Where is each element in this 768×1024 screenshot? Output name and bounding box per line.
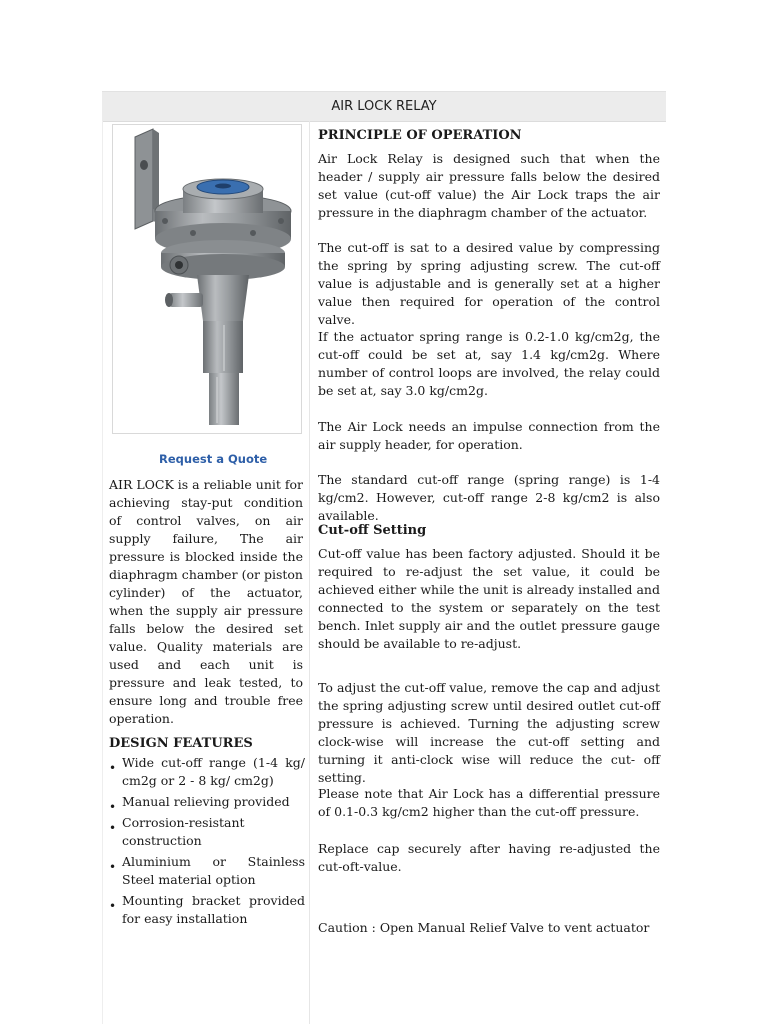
caution-note: Caution : Open Manual Relief Valve to vent actuator — [318, 920, 650, 935]
list-item — [109, 853, 305, 889]
feature-text: Mounting bracket provided for easy installation — [122, 893, 305, 926]
feature-text: Manual relieving provided — [122, 794, 290, 809]
left-column — [102, 121, 310, 1024]
product-description: AIR LOCK is a reliable unit for achieving stay-put condition of control valves, on air supply failure, The air pressure is blocked inside the diaphragm chamber (or piston cylinder) of the actuator, when the supply air pressure falls below the desired set value. Quality materials are used and each unit is pressure and leak tested, to ensure long and trouble free operation. — [109, 477, 304, 726]
list-item — [109, 892, 305, 928]
list-item — [109, 793, 305, 814]
design-features-list — [109, 754, 305, 931]
principle-paragraph: The Air Lock needs an impulse connection from the air supply header, for operation. — [318, 419, 660, 452]
request-quote-button[interactable]: Request a Quote — [159, 452, 268, 466]
design-features-heading: DESIGN FEATURES — [109, 736, 253, 751]
page-title: AIR LOCK RELAY — [102, 91, 666, 122]
principle-paragraph: The standard cut-off range (spring range) is 1-4 kg/cm2. However, cut-off range 2-8 kg/cm2 is also available. — [318, 472, 660, 523]
bullet-icon: • — [109, 761, 117, 775]
bullet-icon: • — [109, 860, 117, 874]
air-lock-relay-illustration — [113, 125, 301, 433]
feature-text: Corrosion-resistant construction — [122, 815, 245, 848]
principle-heading: PRINCIPLE OF OPERATION — [318, 128, 522, 143]
feature-text: Aluminium or Stainless Steel material option — [122, 854, 305, 887]
feature-text: Wide cut-off range (1-4 kg/ cm2g or 2 - 8 kg/ cm2g) — [122, 755, 305, 788]
cutoff-setting-heading: Cut-off Setting — [318, 523, 427, 538]
bullet-icon: • — [109, 821, 117, 835]
cutoff-paragraph: Replace cap securely after having re-adjusted the cut-oft-value. — [318, 841, 660, 874]
cutoff-paragraph: Cut-off value has been factory adjusted. Should it be required to re-adjust the set value, it could be achieved either while the unit is already installed and connected to the system or separately on the test bench. Inlet supply air and the outlet pressure gauge should be available to re-adjust. — [318, 546, 660, 651]
bullet-icon: • — [109, 899, 117, 913]
principle-paragraph: Air Lock Relay is designed such that when the header / supply air pressure falls below the desired set value (cut-off value) the Air Lock traps the air pressure in the diaphragm chamber of the actuator. — [318, 151, 660, 220]
bullet-icon: • — [109, 800, 117, 814]
cutoff-paragraph: To adjust the cut-off value, remove the cap and adjust the spring adjusting screw until desired outlet cut-off pressure is achieved. Turning the adjusting screw clock-wise will increase the cut-off setting and turning it anti-clock wise will reduce the cut- off setting. — [318, 680, 660, 785]
product-photo — [112, 124, 302, 434]
right-column — [309, 121, 666, 1024]
document-page — [102, 91, 666, 1024]
principle-paragraph: If the actuator spring range is 0.2-1.0 kg/cm2g, the cut-off could be set at, say 1.4 kg/cm2g. Where number of control loops are involved, the relay could be set at, say 3.0 kg/cm2g. — [318, 329, 660, 398]
list-item — [109, 754, 305, 790]
principle-paragraph: The cut-off is sat to a desired value by compressing the spring by spring adjusting screw. The cut-off value is adjustable and is generally set at a higher value then required for operation of the control valve. — [318, 240, 660, 327]
cutoff-paragraph: Please note that Air Lock has a differential pressure of 0.1-0.3 kg/cm2 higher than the cut-off pressure. — [318, 786, 660, 819]
list-item — [109, 814, 305, 850]
